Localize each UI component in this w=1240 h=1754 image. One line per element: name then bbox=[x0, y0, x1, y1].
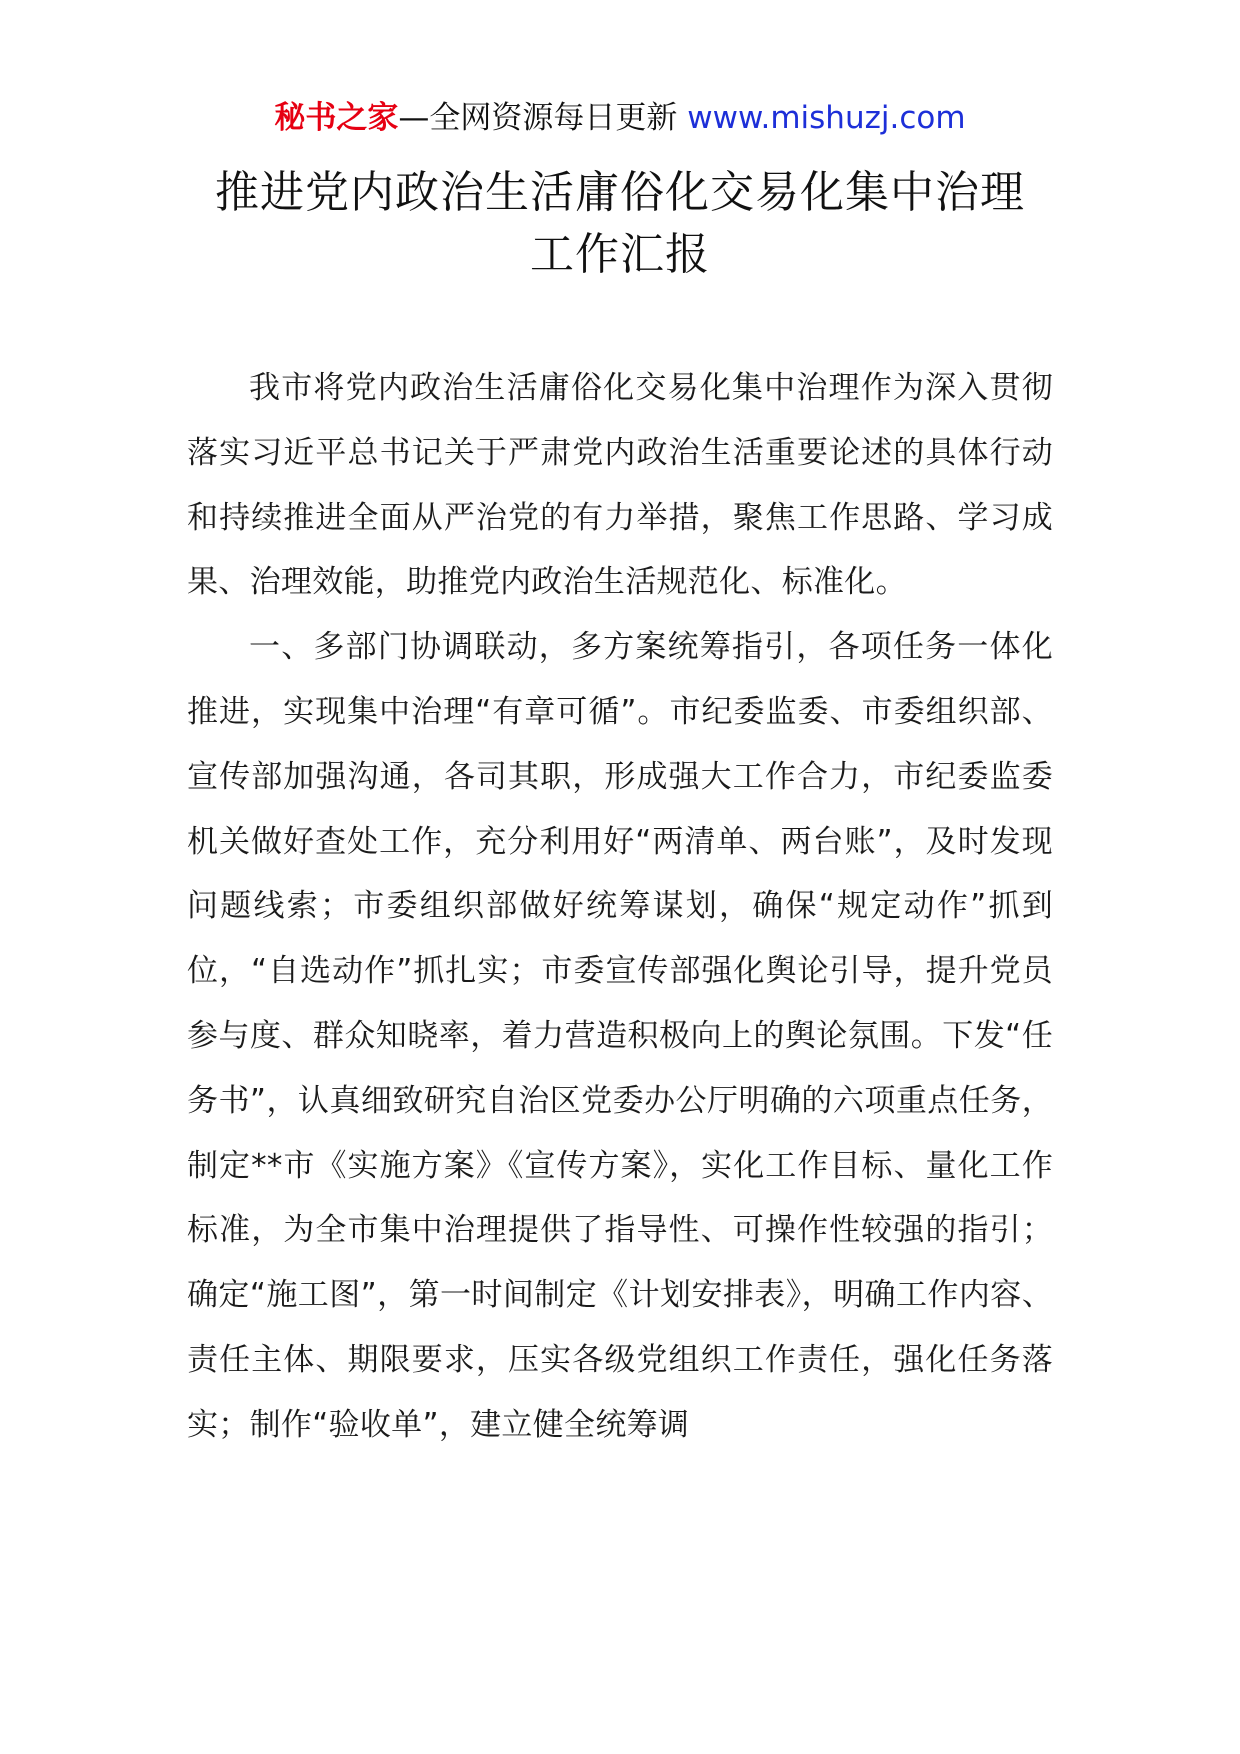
document-title bbox=[150, 162, 1090, 286]
document-title-line-1: 推进党内政治生活庸俗化交易化集中治理 bbox=[215, 167, 1025, 218]
site-header bbox=[0, 98, 1240, 138]
header-tagline: —全网资源每日更新 bbox=[398, 100, 678, 136]
document-title-line-2: 工作汇报 bbox=[530, 229, 710, 280]
brand-name: 秘书之家 bbox=[274, 100, 399, 136]
paragraph-intro: 我市将党内政治生活庸俗化交易化集中治理作为深入贯彻落实习近平总书记关于严肃党内政治生活重要论述的具体行动和持续推进全面从严治党的有力举措，聚焦工作思路、学习成果、治理效能，助推党内政治生活规范化、标准化。 bbox=[187, 370, 1053, 601]
paragraph-section-1: 一、多部门协调联动，多方案统筹指引，各项任务一体化推进，实现集中治理“有章可循”。市纪委监委、市委组织部、宣传部加强沟通，各司其职，形成强大工作合力，市纪委监委机关做好查处工作，充分利用好“两清单、两台账”，及时发现问题线索；市委组织部做好统筹谋划，确保“规定动作”抓到位，“自选动作”抓扎实；市委宣传部强化舆论引导，提升党员参与度、群众知晓率，着力营造积极向上的舆论氛围。下发“任务书”，认真细致研究自治区党委办公厅明确的六项重点任务，制定**市《实施方案》《宣传方案》，实化工作目标、量化工作标准，为全市集中治理提供了指导性、可操作性较强的指引；确定“施工图”，第一时间制定《计划安排表》，明确工作内容、责任主体、期限要求，压实各级党组织工作责任，强化任务落实；制作“验收单”，建立健全统筹调 bbox=[187, 629, 1053, 1443]
site-url-link[interactable]: www.mishuzj.com bbox=[677, 100, 966, 136]
document-body bbox=[187, 356, 1053, 1458]
